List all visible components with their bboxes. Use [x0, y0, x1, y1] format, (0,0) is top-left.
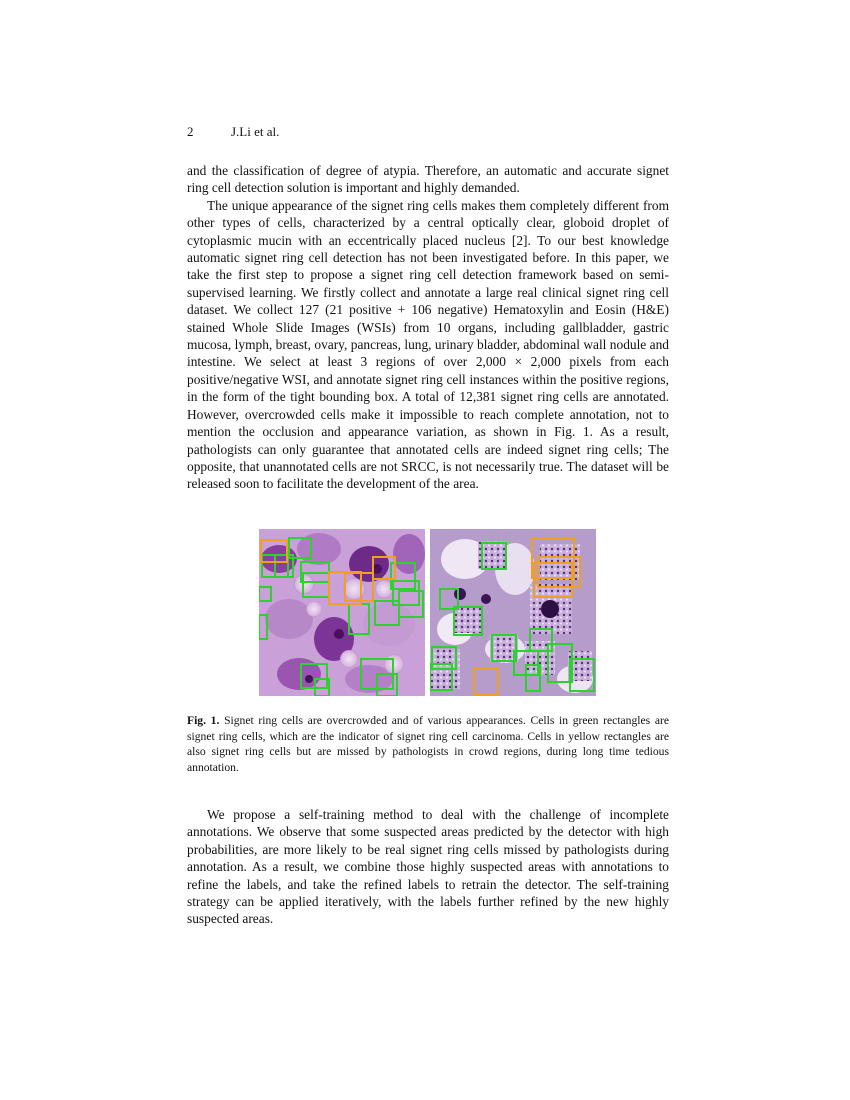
body-text-bottom	[187, 806, 669, 928]
body-text-top	[187, 162, 669, 493]
page-header	[187, 124, 279, 140]
paragraph: The unique appearance of the signet ring cells makes them completely different from other types of cells, characterized by a central optically clear, globoid droplet of cytoplasmic mucin with an eccentrically placed nucleus [2]. To our best knowledge automatic signet ring cell detection has not been investigated before. In this paper, we take the first step to propose a signet ring cell detection framework based on semi-supervised learning. We firstly collect and annotate a large real clinical signet ring cell dataset. We collect 127 (21 positive + 106 negative) Hematoxylin and Eosin (H&E) stained Whole Slide Images (WSIs) from 10 organs, including gallbladder, gastric mucosa, lymph, breast, ovary, pancreas, lung, urinary bladder, abdominal wall nodule and intestine. We select at least 3 regions of over 2,000 × 2,000 pixels from each positive/negative WSI, and annotate signet ring cell instances within the positive regions, in the form of the tight bounding box. A total of 12,381 signet ring cells are annotated. However, overcrowded cells make it impossible to reach complete annotation, not to mention the occlusion and appearance variation, as shown in Fig. 1. As a result, pathologists can only guarantee that annotated cells are indeed signet ring cells; The opposite, that unannotated cells are not SRCC, is not necessarily true. The dataset will be released soon to facilitate the development of the area.	[187, 197, 669, 492]
micrograph-right	[430, 529, 596, 696]
figure-caption	[187, 713, 669, 775]
running-authors: J.Li et al.	[231, 124, 280, 139]
figure-label: Fig. 1.	[187, 714, 220, 727]
figure-1	[259, 529, 596, 696]
micrograph-left	[259, 529, 425, 696]
caption-text: Signet ring cells are overcrowded and of various appearances. Cells in green rectangles are signet ring cells, which are the indicator of signet ring cell carcinoma. Cells in yellow rectangles are also signet ring cells but are missed by pathologists in crowd regions, during long time tedious annotation.	[187, 714, 669, 774]
paragraph: and the classification of degree of atypia. Therefore, an automatic and accurate signet ring cell detection solution is important and highly demanded.	[187, 163, 669, 196]
page-number: 2	[187, 124, 194, 139]
paragraph: We propose a self-training method to deal with the challenge of incomplete annotations. We observe that some suspected areas predicted by the detector with high probabilities, are more likely to be real signet ring cells missed by pathologists during annotation. As a result, we combine those highly suspected areas with annotations to refine the labels, and take the refined labels to retrain the detector. The self-training strategy can be applied iteratively, with the labels further refined by the new highly suspected areas.	[187, 807, 669, 927]
